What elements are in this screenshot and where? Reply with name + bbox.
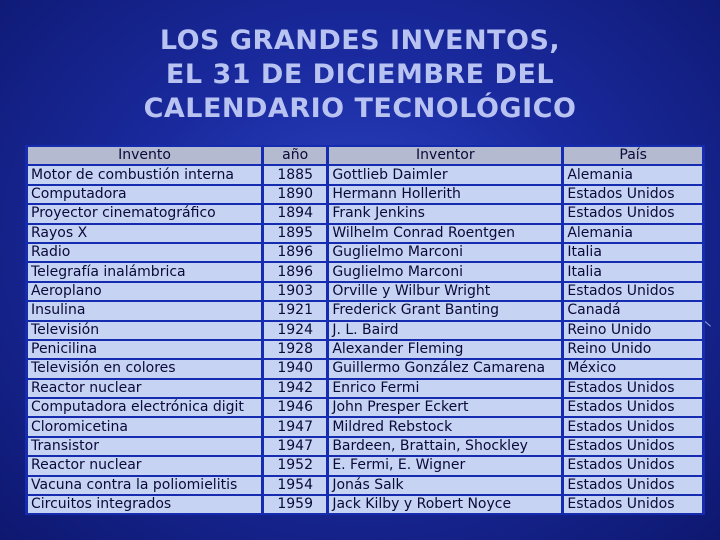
cell-pais: Canadá xyxy=(564,302,702,319)
cell-inventor: Guillermo González Camarena xyxy=(329,360,561,377)
cell-ano: 1895 xyxy=(264,225,326,242)
table-row xyxy=(28,341,702,358)
cell-pais: Estados Unidos xyxy=(564,186,702,203)
cell-invento: Computadora xyxy=(28,186,261,203)
cell-invento: Televisión en colores xyxy=(28,360,261,377)
cell-inventor: Guglielmo Marconi xyxy=(329,263,561,280)
cell-ano: 1921 xyxy=(264,302,326,319)
cell-pais: Estados Unidos xyxy=(564,283,702,300)
cell-invento: Vacuna contra la poliomielitis xyxy=(28,477,261,494)
table-header-row xyxy=(28,147,702,164)
table-row xyxy=(28,186,702,203)
cell-invento: Motor de combustión interna xyxy=(28,166,261,183)
table-row xyxy=(28,477,702,494)
cell-inventor: J. L. Baird xyxy=(329,322,561,339)
cell-pais: Estados Unidos xyxy=(564,380,702,397)
cell-ano: 1954 xyxy=(264,477,326,494)
cell-invento: Radio xyxy=(28,244,261,261)
cell-pais: Alemania xyxy=(564,166,702,183)
header-pais: País xyxy=(564,147,702,164)
cell-ano: 1940 xyxy=(264,360,326,377)
cell-inventor: Mildred Rebstock xyxy=(329,418,561,435)
slide-title xyxy=(0,24,720,126)
cell-inventor: E. Fermi, E. Wigner xyxy=(329,457,561,474)
cell-inventor: Hermann Hollerith xyxy=(329,186,561,203)
cell-ano: 1959 xyxy=(264,496,326,513)
table-row xyxy=(28,244,702,261)
cell-invento: Telegrafía inalámbrica xyxy=(28,263,261,280)
cell-ano: 1896 xyxy=(264,263,326,280)
cell-pais: Estados Unidos xyxy=(564,477,702,494)
cell-inventor: Jack Kilby y Robert Noyce xyxy=(329,496,561,513)
cell-inventor: Guglielmo Marconi xyxy=(329,244,561,261)
cell-ano: 1947 xyxy=(264,438,326,455)
cell-invento: Reactor nuclear xyxy=(28,380,261,397)
cell-pais: Alemania xyxy=(564,225,702,242)
cell-invento: Reactor nuclear xyxy=(28,457,261,474)
cell-pais: Reino Unido xyxy=(564,322,702,339)
table-row xyxy=(28,225,702,242)
cell-invento: Penicilina xyxy=(28,341,261,358)
cell-pais: México xyxy=(564,360,702,377)
cell-ano: 1885 xyxy=(264,166,326,183)
cell-pais: Estados Unidos xyxy=(564,205,702,222)
cell-inventor: John Presper Eckert xyxy=(329,399,561,416)
cell-inventor: Wilhelm Conrad Roentgen xyxy=(329,225,561,242)
table-row xyxy=(28,360,702,377)
cell-invento: Rayos X xyxy=(28,225,261,242)
table-row xyxy=(28,438,702,455)
inventions-table xyxy=(25,145,705,515)
table-row xyxy=(28,166,702,183)
cell-invento: Computadora electrónica digit xyxy=(28,399,261,416)
cell-pais: Estados Unidos xyxy=(564,438,702,455)
cell-pais: Estados Unidos xyxy=(564,418,702,435)
cell-inventor: Orville y Wilbur Wright xyxy=(329,283,561,300)
table-row xyxy=(28,283,702,300)
cell-inventor: Frederick Grant Banting xyxy=(329,302,561,319)
table-row xyxy=(28,302,702,319)
cell-invento: Aeroplano xyxy=(28,283,261,300)
cell-invento: Transistor xyxy=(28,438,261,455)
cell-ano: 1942 xyxy=(264,380,326,397)
cell-pais: Italia xyxy=(564,263,702,280)
cell-ano: 1928 xyxy=(264,341,326,358)
title-line-2: EL 31 DE DICIEMBRE DEL xyxy=(165,59,555,90)
cell-pais: Italia xyxy=(564,244,702,261)
cell-invento: Proyector cinematográfico xyxy=(28,205,261,222)
table-row xyxy=(28,496,702,513)
title-line-3: CALENDARIO TECNOLÓGICO xyxy=(143,93,577,124)
cell-inventor: Bardeen, Brattain, Shockley xyxy=(329,438,561,455)
cell-ano: 1896 xyxy=(264,244,326,261)
cell-ano: 1903 xyxy=(264,283,326,300)
cell-invento: Televisión xyxy=(28,322,261,339)
cell-inventor: Frank Jenkins xyxy=(329,205,561,222)
table-row xyxy=(28,418,702,435)
cell-ano: 1894 xyxy=(264,205,326,222)
header-inventor: Inventor xyxy=(329,147,561,164)
cell-inventor: Enrico Fermi xyxy=(329,380,561,397)
header-ano: año xyxy=(264,147,326,164)
table-row xyxy=(28,263,702,280)
cell-pais: Reino Unido xyxy=(564,341,702,358)
title-line-1: LOS GRANDES INVENTOS, xyxy=(159,25,561,56)
cell-inventor: Alexander Fleming xyxy=(329,341,561,358)
cell-pais: Estados Unidos xyxy=(564,399,702,416)
cell-ano: 1924 xyxy=(264,322,326,339)
cell-invento: Cloromicetina xyxy=(28,418,261,435)
cell-inventor: Gottlieb Daimler xyxy=(329,166,561,183)
cell-ano: 1952 xyxy=(264,457,326,474)
cell-inventor: Jonás Salk xyxy=(329,477,561,494)
cell-ano: 1946 xyxy=(264,399,326,416)
cell-ano: 1947 xyxy=(264,418,326,435)
cell-pais: Estados Unidos xyxy=(564,457,702,474)
cell-invento: Insulina xyxy=(28,302,261,319)
cell-pais: Estados Unidos xyxy=(564,496,702,513)
table-row xyxy=(28,399,702,416)
table-row xyxy=(28,322,702,339)
header-invento: Invento xyxy=(28,147,261,164)
cell-ano: 1890 xyxy=(264,186,326,203)
table-row xyxy=(28,380,702,397)
table-row xyxy=(28,457,702,474)
table-row xyxy=(28,205,702,222)
cell-invento: Circuitos integrados xyxy=(28,496,261,513)
table-body xyxy=(28,166,702,513)
